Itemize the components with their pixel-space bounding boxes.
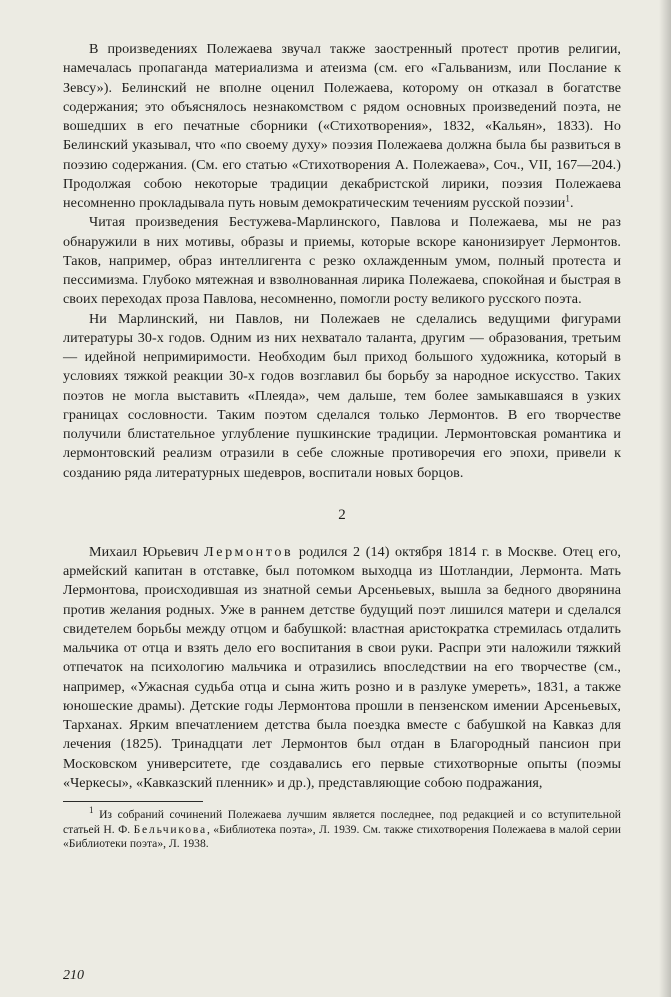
main-text	[63, 40, 621, 483]
footnote-divider	[63, 801, 203, 802]
footnote-reference: 1	[565, 193, 570, 204]
section-number: 2	[338, 506, 346, 523]
footnote	[63, 805, 621, 852]
footnote-text: $^1$ Из собраний сочинений Полежаева лучшим является последнее, под редакцией и со вступительной статьей Н. Ф. Бельчикова, «Библиотека поэта», Л. 1939. См. также стихотворения Полежаева в малой серии «Библиотеки поэта», Л. 1938.	[63, 805, 621, 851]
spaced-name-lermontov: Лермонтов	[204, 543, 294, 560]
paragraph-predecessors: Читая произведения Бестужева-Марлинского, Павлова и Полежаева, мы не раз обнаружили в них мотивы, образы и приемы, которые вскоре канонизирует Лермонтов. Таков, например, образ интеллигента с резко охлажденным умом, полный протеста и пессимизма. Глубоко мятежная и взволнованная лирика Полежаева, спокойная и быстрая в своих переходах проза Павлова, несомненно, помогли росту великого русского поэта.	[63, 214, 621, 308]
page-edge-shadow	[659, 0, 671, 997]
footnote-mark: 1	[89, 805, 94, 816]
paragraph-polezhaev: В произведениях Полежаева звучал также заостренный протест против религии, намечалась пропаганда материализма и атеизма (см. его «Гальванизм, или Послание к Зевсу»). Белинский не вполне оценил Полежаева, которому он отказал в богатстве содержания; это объяснялось незнакомством с рядом основных произведений поэта, не вошедших в его печатные сборники («Стихотворения», 1832, «Кальян», 1833). Но Белинский указывал, что «по своему духу» поэзия Полежаева должна была бы развиться в поэзию содержания. (См. его статью «Стихотворения А. Полежаева», Соч., VII, 167—204.) Продолжая собою некоторые традиции декабристской лирики, поэзия Полежаева несомненно прокладывала путь новым демократическим течениям русской поэзии$^1$.	[63, 41, 621, 211]
paragraph-biography: Михаил Юрьевич Лермонтов родился 2 (14) октября 1814 г. в Москве. Отец его, армейский капитан в отставке, был потомком выходца из Шотландии, Лермонта. Мать Лермонтова, происходившая из знатной семьи Арсеньевых, вышла за бедного дворянина против желания родных. Уже в раннем детстве будущий поэт лишился матери и сделался свидетелем борьбы между отцом и бабушкой: властная аристократка стремилась отдалить мальчика от отца и взять дело его воспитания в свои руки. Распри эти наложили тяжкий отпечаток на психологию мальчика и отразились впоследствии на его творчестве (см., например, «Ужасная судьба отца и сына жить розно и в разлуке умереть», 1831, а также юношеские драмы). Детские годы Лермонтова прошли в пензенском имении Арсеньевых, Тарханах. Ярким впечатлением детства была поездка вместе с бабушкой на Кавказ для лечения (1825). Тринадцати лет Лермонтов был отдан в Благородный пансион при Московском университете, где создавались его первые стихотворные опыты (поэмы «Черкесы», «Кавказский пленник» и др.), представляющие собою подражания,	[63, 543, 622, 791]
paragraph-leading-figures: Ни Марлинский, ни Павлов, ни Полежаев не сделались ведущими фигурами литературы 30-х годов. Одним из них нехватало таланта, другим — образования, третьим — идейной непримиримости. Необходим был приход большого художника, который в условиях тяжкой реакции 30-х годов возглавил бы борьбу за народное искусство. Таких поэтов не могла выставить «Плеяда», чем дальше, тем более замыкавшаяся в узких границах сословности. Таким поэтом сделался только Лермонтов. В его творчестве получили блистательное углубление пушкинские традиции. Лермонтовская романтика и лермонтовский реализм отразили в себе сложные противоречия его эпохи, привели к созданию ряда литературных шедевров, воспитали новых борцов.	[63, 310, 621, 481]
page-number: 210	[63, 968, 84, 983]
spaced-name-belchikov: Бельчикова	[133, 822, 207, 836]
section-2-text	[63, 543, 621, 793]
